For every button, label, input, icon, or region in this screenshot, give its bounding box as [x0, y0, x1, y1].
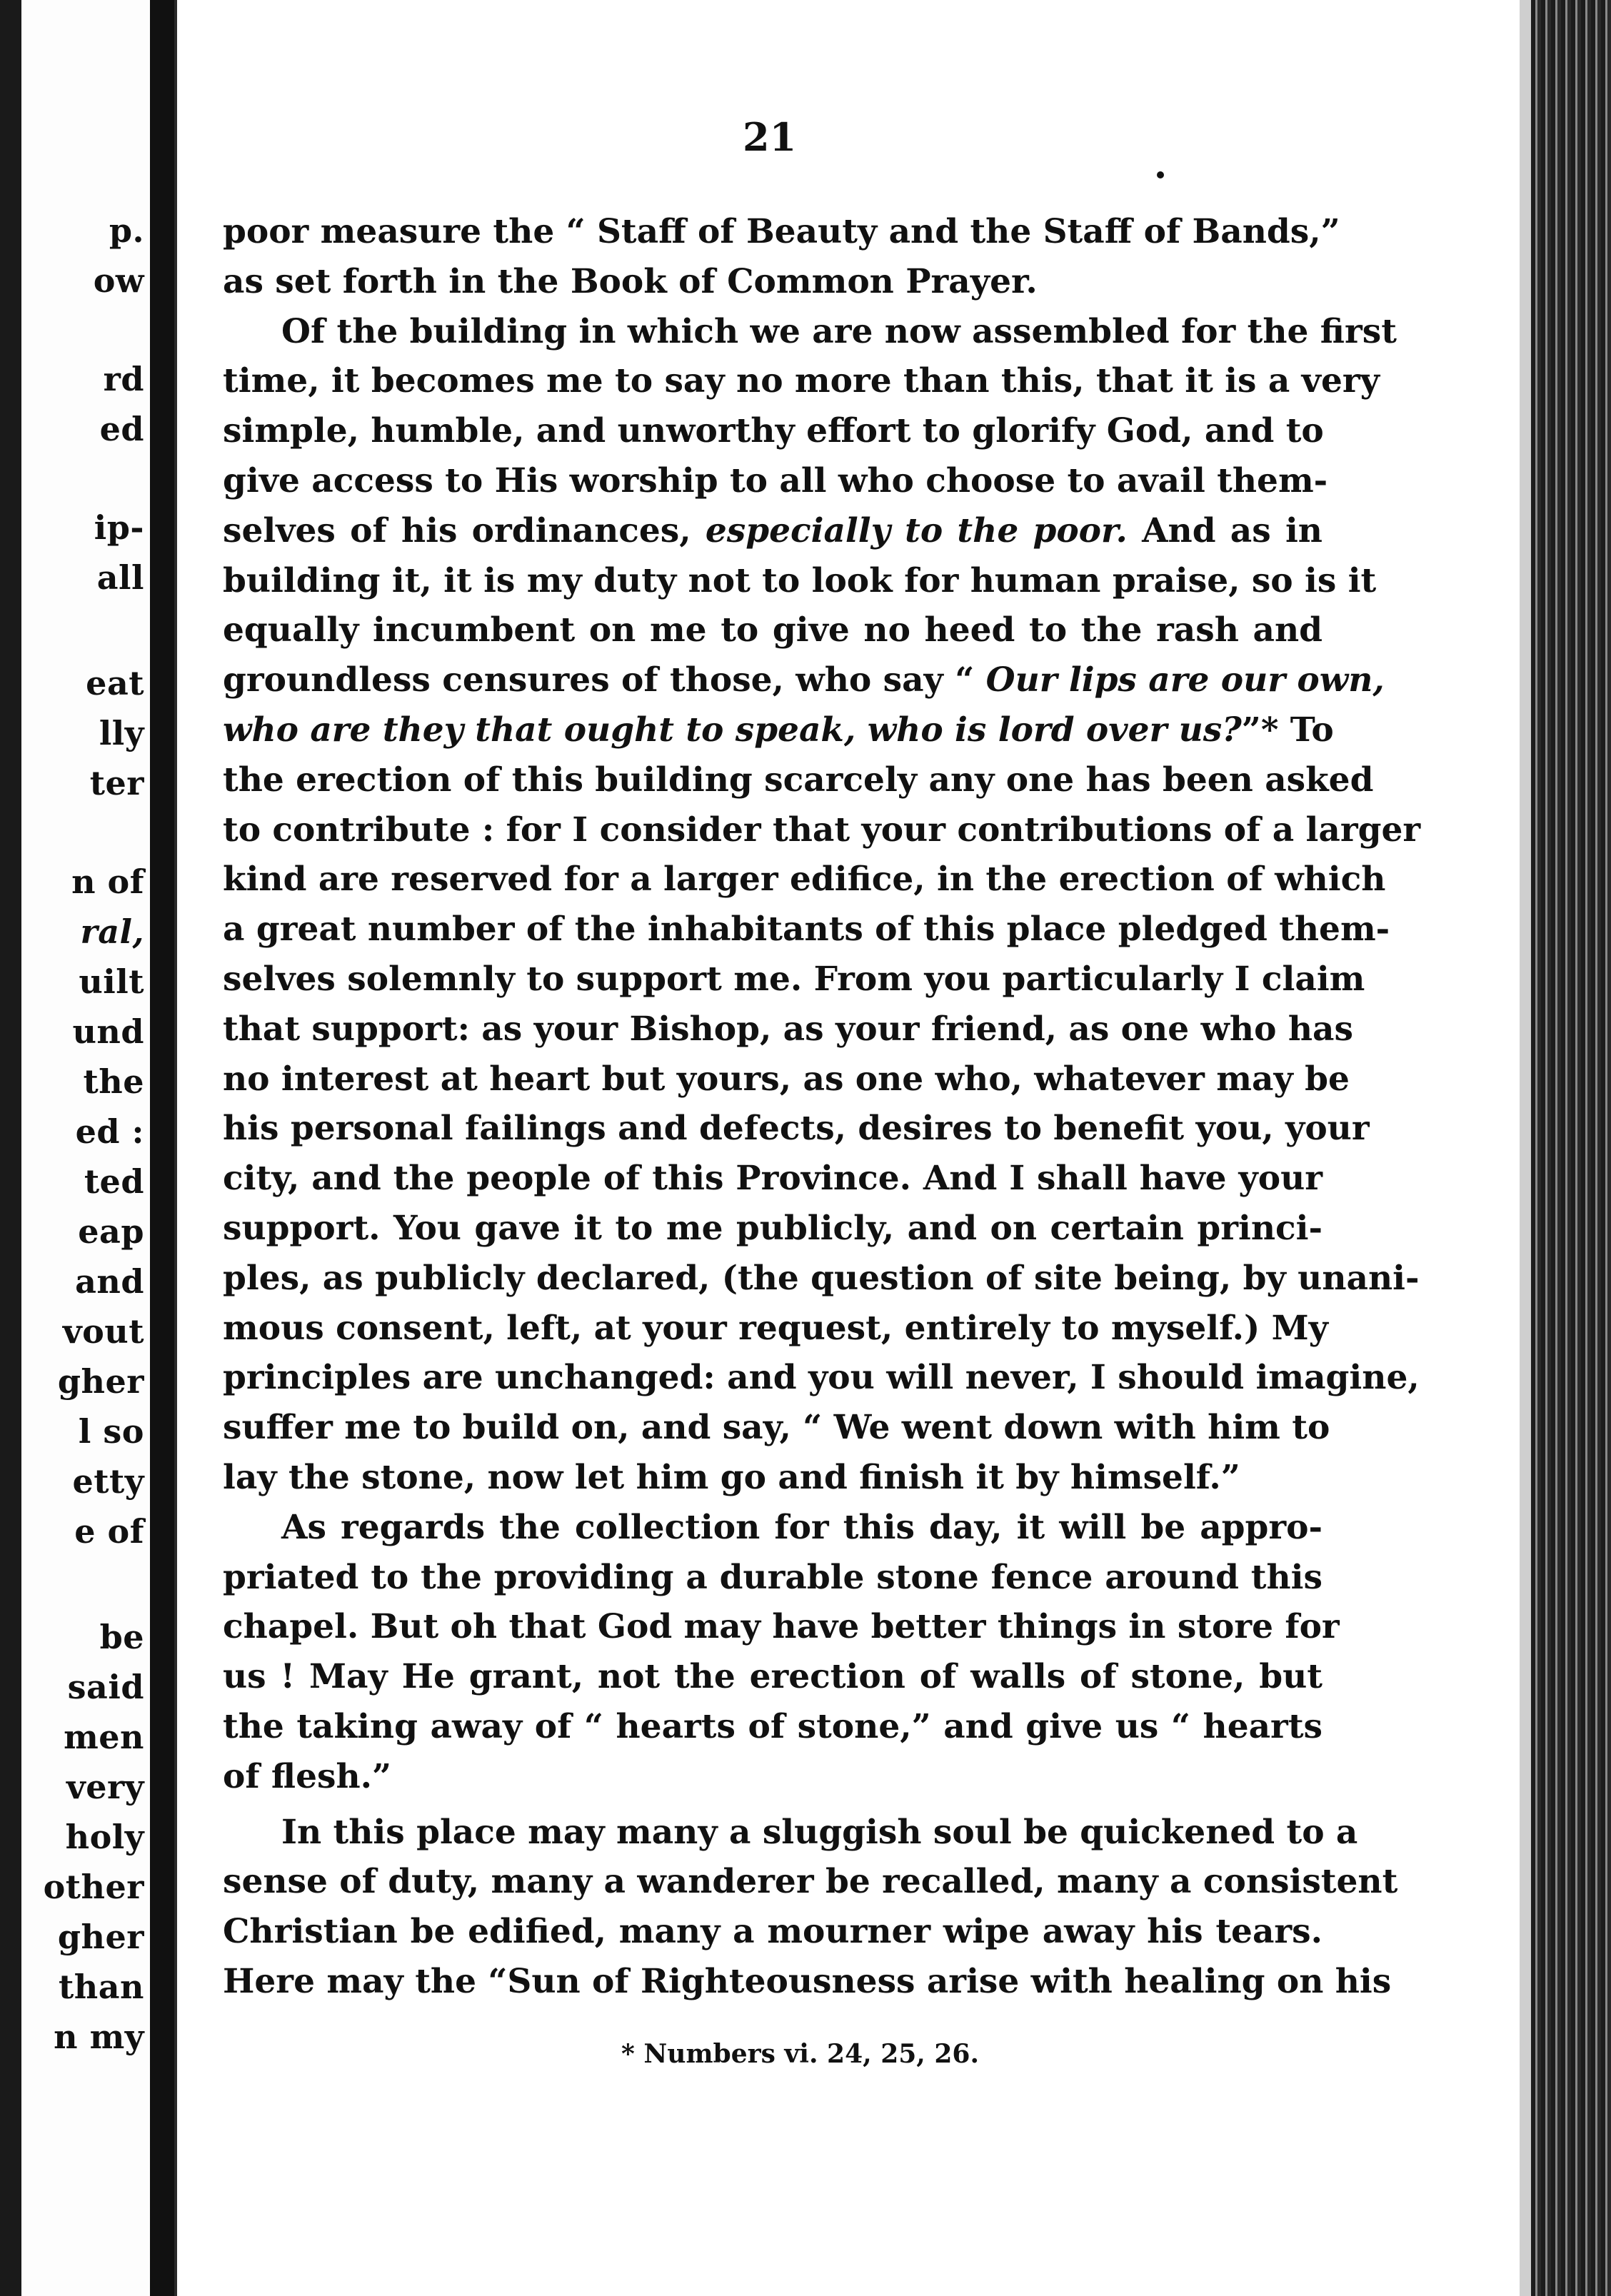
text-segment: selves of his ordinances, [223, 510, 691, 550]
fragment-line: holy [65, 1818, 144, 1856]
text-line: sense of duty, many a wanderer be recalled, many a consistent [223, 1862, 1398, 1902]
fragment-line: und [72, 1012, 144, 1051]
fragment-line: n my [54, 2018, 144, 2056]
fragment-line: ow [93, 261, 144, 300]
fragment-line: lly [99, 714, 144, 752]
text-line: principles are unchanged: and you will never, I should imagine, [223, 1358, 1420, 1398]
text-segment: ”* To [1241, 710, 1334, 750]
text-line: mous consent, left, at your request, entirely to myself.) My [223, 1308, 1328, 1348]
fragment-line: ed : [75, 1112, 144, 1151]
fragment-line: be [99, 1618, 144, 1656]
text-line: In this place may many a sluggish soul be quickened to a [281, 1812, 1358, 1852]
previous-page-fragment [21, 0, 174, 2296]
fragment-line: p. [109, 211, 144, 250]
fragment-line: eat [86, 664, 144, 703]
fragment-line: ed [99, 410, 144, 448]
ink-dot [1157, 171, 1164, 178]
fragment-line: ip- [94, 508, 144, 547]
text-line: the erection of this building scarcely any one has been asked [223, 760, 1374, 800]
footnote: * Numbers vi. 24, 25, 26. [621, 2039, 979, 2069]
text-line: suffer me to build on, and say, “ We went down with him to [223, 1408, 1330, 1448]
text-line [223, 655, 1385, 705]
page-shadow [1520, 0, 1531, 2296]
fragment-line: very [66, 1768, 144, 1806]
text-line: a great number of the inhabitants of this place pledged them- [223, 910, 1390, 950]
fragment-line: said [67, 1668, 144, 1706]
text-segment: groundless censures of those, who say “ [223, 660, 975, 700]
fragment-line: and [75, 1262, 144, 1301]
text-segment: And as in [1142, 510, 1323, 550]
fragment-line: other [43, 1868, 144, 1906]
text-line: simple, humble, and unworthy effort to glorify God, and to [223, 411, 1324, 451]
text-line: As regards the collection for this day, it will be appro- [281, 1507, 1323, 1547]
text-line: kind are reserved for a larger edifice, in the erection of which [223, 860, 1386, 900]
italic-phrase: Our lips are our own, [985, 660, 1385, 700]
fragment-line: n of [71, 862, 144, 901]
text-line [223, 506, 1323, 556]
fragment-line: gher [57, 1362, 144, 1401]
page-number: 21 [743, 114, 797, 160]
text-line: equally incumbent on me to give no heed to the rash and [223, 610, 1323, 650]
text-line: lay the stone, now let him go and finish it by himself.” [223, 1457, 1240, 1497]
fragment-line: vout [62, 1312, 144, 1351]
fragment-line: etty [72, 1462, 144, 1501]
text-line: priated to the providing a durable stone fence around this [223, 1557, 1323, 1597]
fragment-line: than [59, 1968, 144, 2006]
text-line [223, 705, 1334, 755]
text-line: chapel. But oh that God may have better things in store for [223, 1607, 1340, 1647]
fragment-line: l so [78, 1412, 144, 1451]
text-line: Christian be edified, many a mourner wipe away his tears. [223, 1912, 1323, 1952]
fragment-line: e of [74, 1512, 144, 1551]
fragment-line: rd [103, 360, 144, 398]
text-line: Of the building in which we are now assembled for the first [281, 311, 1397, 351]
left-gutter [0, 0, 21, 2296]
text-line: the taking away of “ hearts of stone,” and give us “ hearts [223, 1706, 1323, 1746]
text-line: give access to His worship to all who choose to avail them- [223, 460, 1328, 500]
fragment-line: men [64, 1718, 144, 1756]
text-line: of flesh.” [223, 1756, 392, 1796]
text-line: us ! May He grant, not the erection of walls of stone, but [223, 1657, 1323, 1697]
text-line: building it, it is my duty not to look for human praise, so is it [223, 560, 1377, 600]
fragment-line: uilt [79, 962, 144, 1001]
italic-phrase: who are they that ought to speak, who is lord over us? [223, 710, 1242, 750]
fragment-line: gher [57, 1918, 144, 1956]
fragment-line: all [96, 558, 144, 597]
fragment-line: eap [78, 1212, 144, 1251]
text-line: that support: as your Bishop, as your friend, as one who has [223, 1009, 1353, 1049]
text-line: poor measure the “ Staff of Beauty and the Staff of Bands,” [223, 212, 1340, 251]
text-line: Here may the “Sun of Righteousness arise with healing on his [223, 1961, 1392, 2001]
fragment-line: the [83, 1062, 144, 1101]
fragment-line: ral, [80, 912, 144, 951]
text-line: selves solemnly to support me. From you particularly I claim [223, 959, 1365, 999]
page-stack-edge [1531, 0, 1611, 2296]
fragment-line: ted [84, 1162, 144, 1201]
text-line: time, it becomes me to say no more than this, that it is a very [223, 361, 1380, 401]
text-line: his personal failings and defects, desires to benefit you, your [223, 1109, 1370, 1149]
text-line: to contribute : for I consider that your contributions of a larger [223, 810, 1421, 850]
text-line: city, and the people of this Province. And I shall have your [223, 1159, 1323, 1199]
italic-phrase: especially to the poor. [705, 510, 1128, 550]
body-text [223, 207, 1421, 2007]
fragment-line: ter [89, 764, 144, 802]
text-line: ples, as publicly declared, (the question of site being, by unani- [223, 1258, 1420, 1298]
text-line: support. You gave it to me publicly, and on certain princi- [223, 1208, 1323, 1248]
text-line: no interest at heart but yours, as one who, whatever may be [223, 1059, 1350, 1099]
text-line: as set forth in the Book of Common Prayer. [223, 261, 1038, 301]
